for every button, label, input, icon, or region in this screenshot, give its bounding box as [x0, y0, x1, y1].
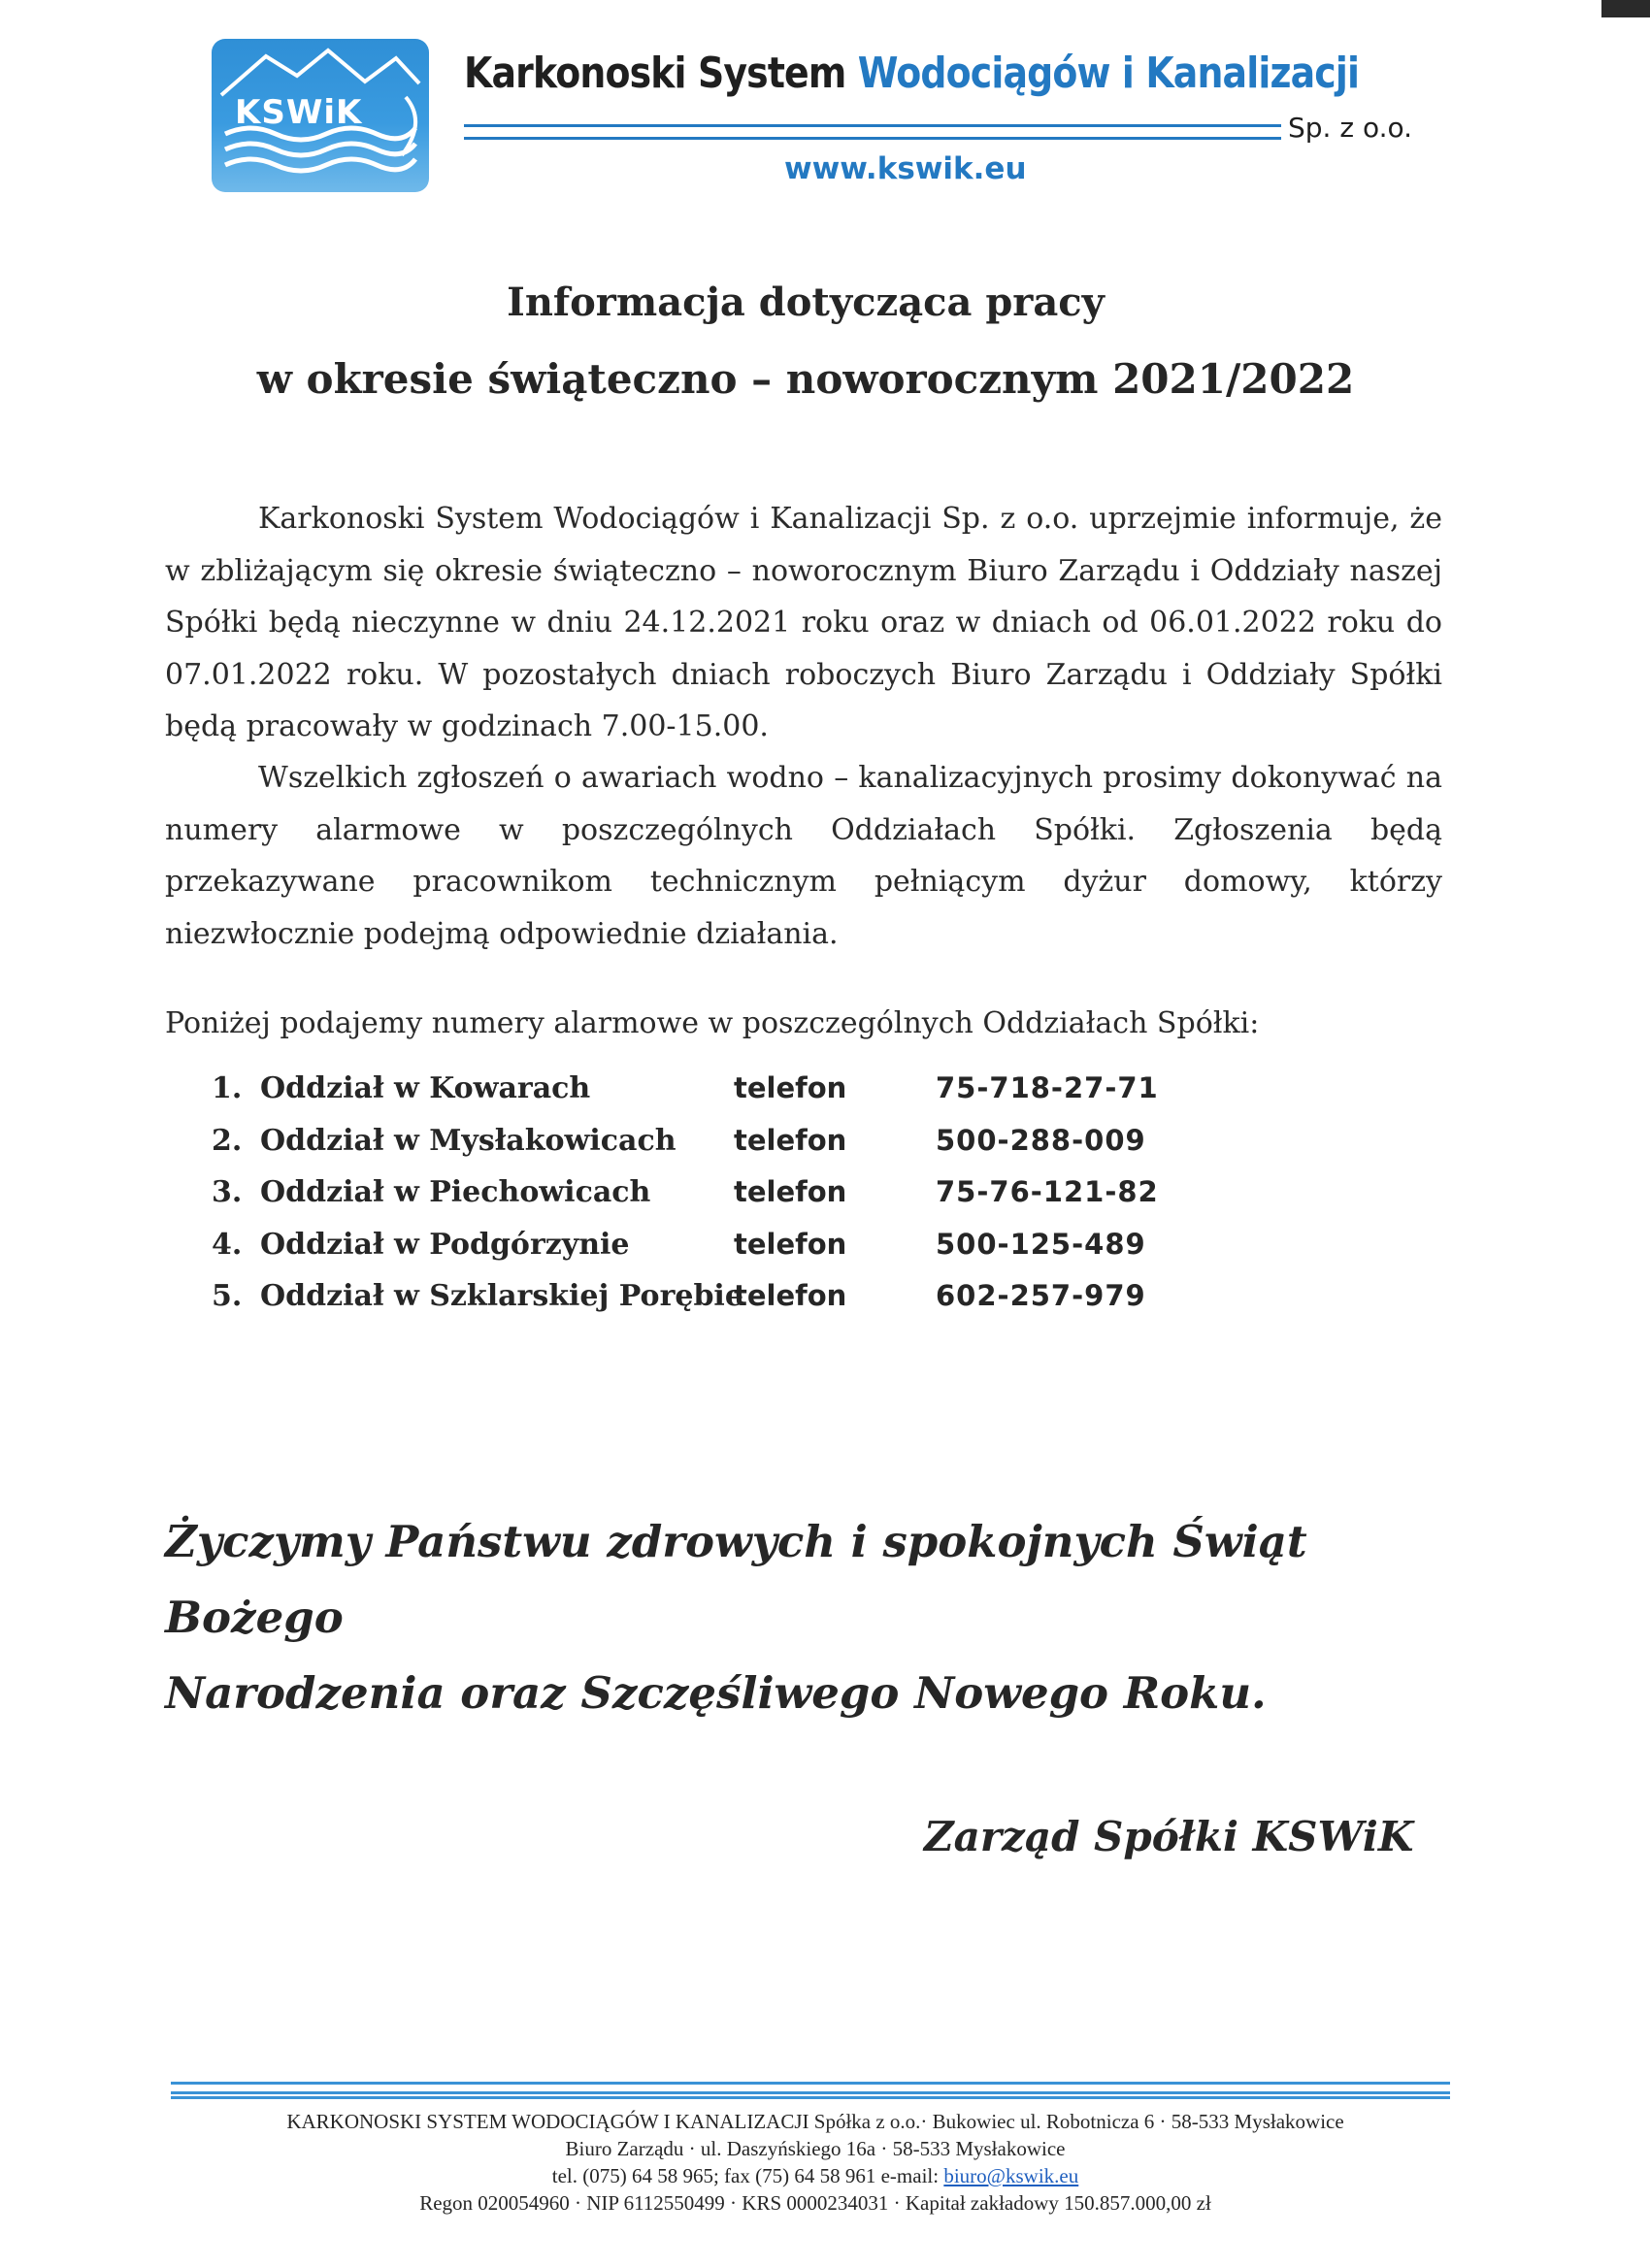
- header-rule: [464, 124, 1281, 140]
- list-item-phone: 602-257-979: [936, 1279, 1146, 1312]
- company-logo: [212, 39, 429, 192]
- list-item-number: 3.: [212, 1175, 243, 1209]
- list-item-number: 1.: [212, 1071, 243, 1105]
- title-line-1: Informacja dotycząca pracy: [507, 279, 1105, 325]
- list-item-label: telefon: [734, 1071, 847, 1104]
- wishes-line-2: Narodzenia oraz Szczęśliwego Nowego Roku.: [165, 1667, 1267, 1719]
- company-suffix: Sp. z o.o.: [1288, 112, 1413, 144]
- company-website[interactable]: www.kswik.eu: [784, 151, 1027, 186]
- list-item-number: 4.: [212, 1228, 243, 1262]
- paragraph-2: [165, 752, 1442, 960]
- paragraph-2-text: Wszelkich zgłoszeń o awariach wodno – kanalizacyjnych prosimy dokonywać na numery alarmowe w poszczególnych Oddziałach Spółki. Zgłoszenia będą przekazywane pracownikom technicznym pełniącym dyżur domowy, którzy niezwłocznie podejmą odpowiednie działania.: [165, 761, 1442, 951]
- footer: [165, 2108, 1466, 2217]
- holiday-wishes: [165, 1504, 1456, 1731]
- company-name: [464, 49, 1359, 98]
- list-item-phone: 75-76-121-82: [936, 1175, 1159, 1208]
- company-name-dark: Karkonoski System: [464, 49, 846, 98]
- list-item-branch: Oddział w Podgórzynie: [260, 1228, 630, 1262]
- list-item-branch: Oddział w Szklarskiej Porębie: [260, 1279, 743, 1313]
- paragraph-1-text: Karkonoski System Wodociągów i Kanalizacji Sp. z o.o. uprzejmie informuje, że w zbliżającym się okresie świąteczno – noworocznym Biuro Zarządu i Oddziały naszej Spółki będą nieczynne w dniu 24.12.2021 roku oraz w dniach od 06.01.2022 roku do 07.01.2022 roku. W pozostałych dniach roboczych Biuro Zarządu i Oddziały Spółki będą pracowały w godzinach 7.00-15.00.: [165, 502, 1442, 743]
- list-item-label: telefon: [734, 1279, 847, 1312]
- footer-email-link[interactable]: biuro@kswik.eu: [943, 2164, 1079, 2187]
- paragraph-3: Poniżej podajemy numery alarmowe w poszczególnych Oddziałach Spółki:: [165, 1006, 1260, 1040]
- logo-text: KSWiK: [235, 93, 363, 132]
- signature: Zarząd Spółki KSWiK: [924, 1813, 1414, 1860]
- list-item-label: telefon: [734, 1228, 847, 1261]
- company-name-blue: Wodociągów i Kanalizacji: [857, 49, 1360, 98]
- title-line-2: w okresie świąteczno – noworocznym 2021/2022: [256, 355, 1355, 403]
- footer-address-line: KARKONOSKI SYSTEM WODOCIĄGÓW I KANALIZACJI Spółka z o.o.· Bukowiec ul. Robotnicza 6 · 58-533 Mysłakowice: [286, 2110, 1344, 2133]
- scan-edge-mark: [1601, 0, 1650, 17]
- footer-rule: [171, 2082, 1450, 2094]
- list-item-phone: 500-288-009: [936, 1124, 1146, 1157]
- list-item-phone: 500-125-489: [936, 1228, 1146, 1261]
- wishes-line-1: Życzymy Państwu zdrowych i spokojnych Świąt Bożego: [165, 1516, 1307, 1643]
- list-item-branch: Oddział w Mysłakowicach: [260, 1124, 676, 1158]
- footer-contact-text: tel. (075) 64 58 965; fax (75) 64 58 961 e-mail:: [551, 2164, 940, 2187]
- list-item-label: telefon: [734, 1124, 847, 1157]
- paragraph-1: [165, 493, 1442, 753]
- list-item-number: 2.: [212, 1124, 243, 1158]
- footer-registry-line: Regon 020054960 · NIP 6112550499 · KRS 0000234031 · Kapitał zakładowy 150.857.000,00 zł: [419, 2191, 1211, 2215]
- list-item-phone: 75-718-27-71: [936, 1071, 1159, 1104]
- footer-contact-line: [165, 2162, 1466, 2189]
- list-item-label: telefon: [734, 1175, 847, 1208]
- footer-rule-bottom: [171, 2096, 1450, 2099]
- footer-office-line: Biuro Zarządu · ul. Daszyńskiego 16a · 58-533 Mysłakowice: [565, 2137, 1066, 2160]
- list-item-branch: Oddział w Kowarach: [260, 1071, 591, 1105]
- list-item-branch: Oddział w Piechowicach: [260, 1175, 651, 1209]
- list-item-number: 5.: [212, 1279, 243, 1313]
